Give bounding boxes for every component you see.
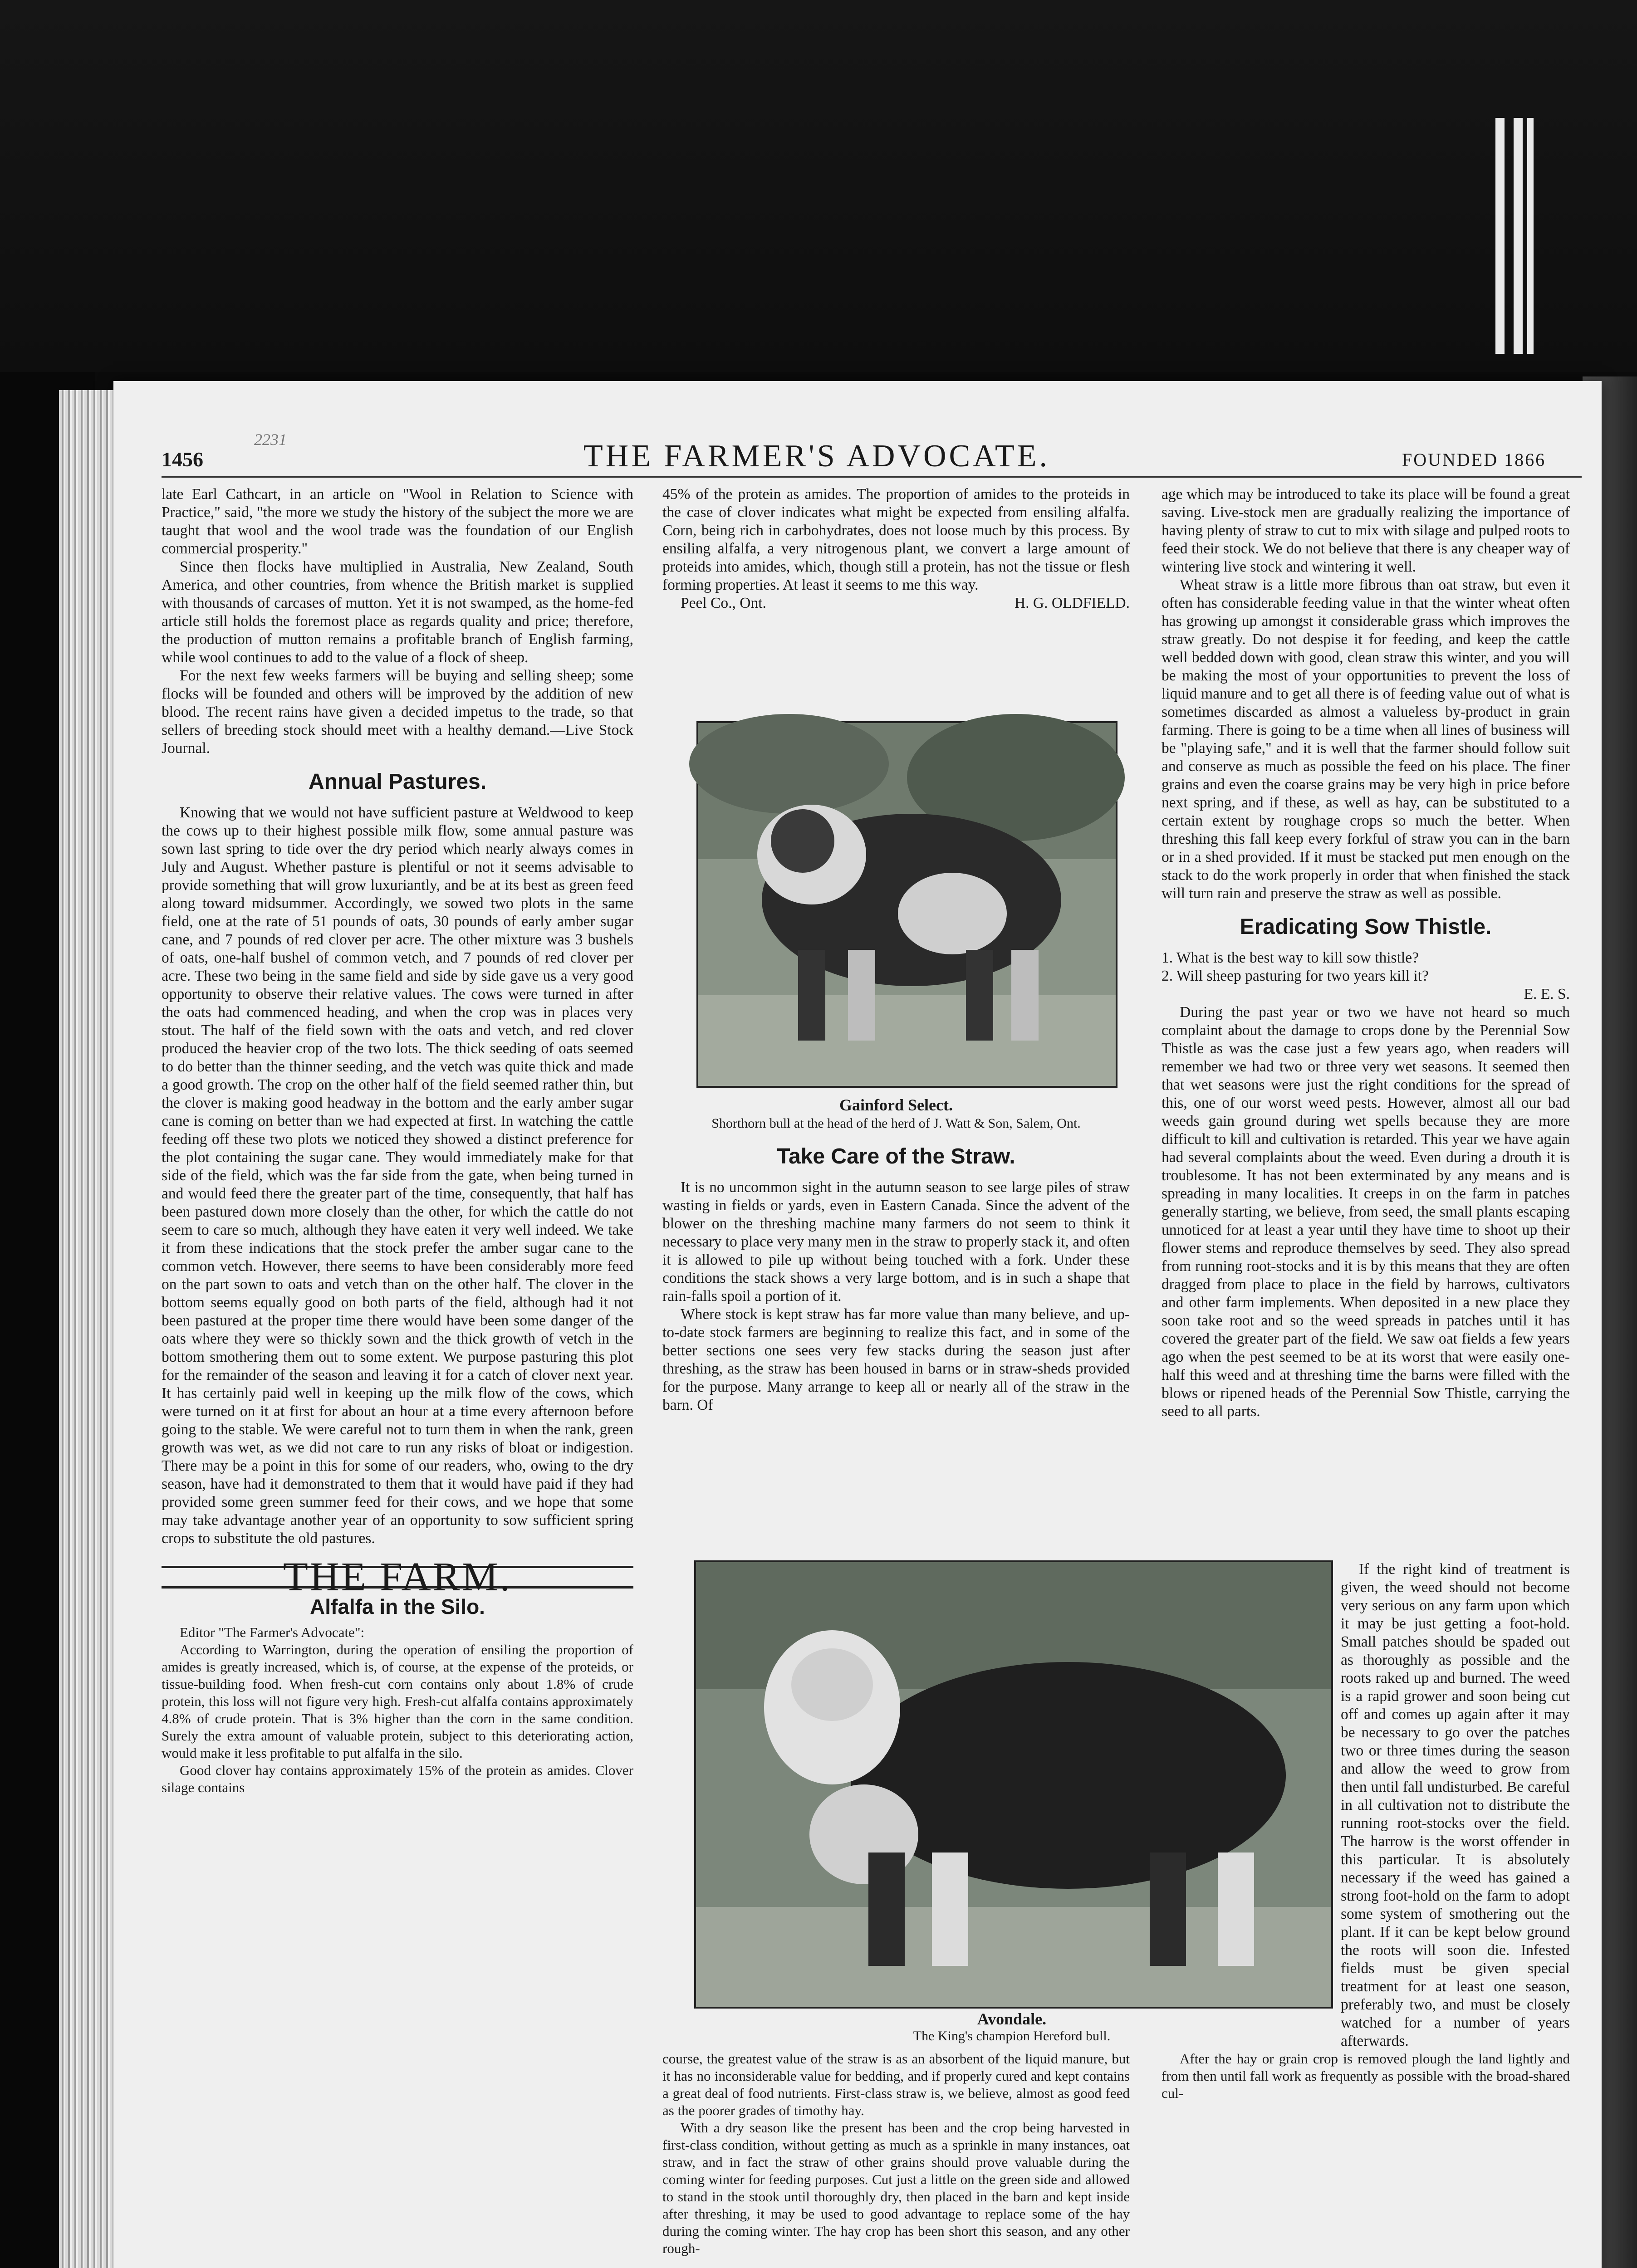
scan-artifact-bar xyxy=(1514,118,1523,354)
scan-background-top xyxy=(0,0,1637,372)
article-text: 45% of the protein as amides. The proportion of amides to the proteids in the case of clover indicates what might be expected from ensiling alfalfa. Corn, being rich in carbohydrates, does not loose much by this process. By ensiling alfalfa, a very nitrogenous plant, we convert a large amount of proteids into amides, which, though still a protein, has not the tissue or flesh forming properties. At least it seems to me this way. xyxy=(662,486,1130,593)
article-text: late Earl Cathcart, in an article on "Wool in Relation to Science with Practice," said, "the more we study the history of the subject the more we are taught that wool and the wool trade was the foundation of our English commercial prosperity." xyxy=(162,486,633,557)
article-text: During the past year or two we have not heard so much complaint about the damage to crops done by the Perennial Sow Thistle as was the case just a few years ago, when readers will remember we had two or three very wet seasons. It seemed then that wet seasons were just the right conditions for the spread of this, one of our worst weed pests. However, almost all our bad weeds gain ground during wet spells because they are more difficult to kill and cultivation is retarded. This year we have again had several complaints about the weed. Even during a drouth it is troublesome. It has not been exterminated by any means and is spreading in many localities. It creeps in on the farm in patches generally starting, we believe, from seed, the small plants escaping unnoticed for at least a year until they have time to shoot up their flower stems and reproduce themselves by seed. They also spread from running root-stocks and it is by this means that they are often dragged from place to place in the field by harrows, cultivators and other farm implements. When deposited in a new place they soon take root and so the weed spreads in patches until it has covered the greater part of the field. We saw oat fields a few years ago when the pest seemed to be at its worst that were easily one-half this weed and at threshing time the barns were filled with the blows or ripened heads of the Perennial Sow Thistle, carrying the seed to all parts. xyxy=(1162,1004,1570,1420)
article-text: After the hay or grain crop is removed plough the land lightly and from then until fall work as frequently as possible with the broad-shared cul- xyxy=(1162,2051,1570,2101)
article-text: If the right kind of treatment is given, the weed should not become very serious on any farm upon which it may be just getting a foot-hold. Small patches should be spaded out as thoroughly as possible and the roots raked up and burned. The weed is a rapid grower and soon being cut off and comes up again after it may be necessary to go over the patches two or three times during the season and allow the weed to grow from then until fall undisturbed. Be careful in all cultivation not to distribute the running root-stocks over the field. The harrow is the worst offender in this particular. It is absolutely necessary if the weed has gained a strong foot-hold on the farm to adopt some system of smothering out the plant. If it can be kept below ground the roots will soon die. Infested fields must be given special treatment for at least one season, preferably two, and must be closely watched for a number of years afterwards. xyxy=(1341,1561,1570,2049)
article-text: With a dry season like the present has been and the crop being harvested in first-class condition, without getting as much as a sprinkle in many instances, oat straw, and in fact the straw of other grains should prove valuable during the coming winter for feeding purposes. Cut just a little on the green side and allowed to stand in the stook until thoroughly dry, then placed in the barn and kept inside after threshing, it may be used to good advantage to replace some of the hay during the coming winter. The hay crop has been short this season, and any other rough- xyxy=(662,2120,1130,2256)
pencil-annotation: 2231 xyxy=(254,430,287,449)
question-2: 2. Will sheep pasturing for two years kill it? xyxy=(1162,968,1429,984)
article-text: Knowing that we would not have sufficient pasture at Weldwood to keep the cows up to their highest possible milk flow, some annual pasture was sown last spring to tide over the dry period which nearly always comes in July and August. Whether pasture is plentiful or not it seems advisable to provide something that will grow luxuriantly, and be at its best as green feed along toward midsummer. Accordingly, we sowed two plots in the same field, one at the rate of 51 pounds of oats, 30 pounds of early amber sugar cane, and 7 pounds of red clover per acre. The other mixture was 3 bushels of oats, one-half bushel of common vetch, and 7 pounds of red clover per acre. These two being in the same field and side by side gave us a very good opportunity to observe their relative values. The cows were turned in after the oats had commenced heading, and when the crop was in places very stout. The half of the field sown with the oats and vetch, and red clover produced the heavier crop of the two lots. The thick seeding of oats seemed to do better than the thinner seeding, and the vetch was quite thick and made a good growth. The crop on the other half of the field seemed rather thin, but the clover is making good headway in the bottom and the early amber sugar cane is coming on better than we had expected at first. In watching the cattle feeding off these two plots we noticed they showed a distinct preference for the plot containing the sugar cane. They would immediately make for that side of the field, which was the far side from the gate, when being turned in and would feed there the greater part of the time, consequently, that half has been pastured down more closely than the other, for which the cattle do not seem to care so much, although they have eaten it very well indeed. We take it from these indications that the stock prefer the amber sugar cane to the common vetch. However, there seems to have been considerably more feed on the part sown to oats and vetch than on the other half. The clover in the bottom seems equally good on both parts of the field, although had it not been pastured at the proper time there would have been some danger of the oats where they were so thickly sown and the thick growth of vetch in the bottom smothering them out to some extent. We purpose pasturing this plot for the remainder of the season and leaving it for a catch of clover next year. It has certainly paid well in keeping up the milk flow of the cows, which were turned on it at first for about an hour at a time every afternoon before going to the stable. We were careful not to turn them in when the rank, green growth was wet, as we did not care to run any risks of bloat or indigestion. There may be a point in this for some of our readers, who, owing to the dry season, have had it demonstrated to them that it would have paid if they had provided some green summer feed for their cows, and we hope that some may take advantage another year of an opportunity to sow sufficient spring crops to substitute the old pastures. xyxy=(162,804,633,1547)
article-text: course, the greatest value of the straw is as an absorbent of the liquid manure, but it has no inconsiderable value for bedding, and if properly cured and kept contains a great deal of food nutrients. First-class straw is, we believe, almost as good feed as the poorer grades of timothy hay. xyxy=(662,2051,1130,2118)
question-1: 1. What is the best way to kill sow thistle? xyxy=(1162,949,1419,966)
department-heading-the-farm: THE FARM. xyxy=(162,1566,633,1589)
scan-artifact-bar xyxy=(1495,118,1505,354)
section-heading-sow-thistle: Eradicating Sow Thistle. xyxy=(1240,915,1492,939)
scan-artifact-bar xyxy=(1527,118,1534,354)
column-3-top xyxy=(1162,485,1570,1556)
signature-place: Peel Co., Ont. xyxy=(681,595,766,611)
article-text: For the next few weeks farmers will be buying and selling sheep; some flocks will be founded and others will be improved by the addition of new blood. The recent rains have given a decided impetus to the trade, so that sellers of breeding stock should meet with a healthy demand.—Live Stock Journal. xyxy=(162,667,633,757)
photo-shorthorn-bull xyxy=(696,721,1117,1088)
bull-illustration xyxy=(696,1562,1331,2007)
article-text: Wheat straw is a little more fibrous than oat straw, but even it often has considerable feeding value in that the winter wheat often has growing up amongst it considerable grass which improves the straw greatly. Do not despise it for feeding, and keep the cattle well bedded down with good, clean straw this winter, and you will be making the most of your opportunities to prevent the loss of liquid manure and to get all there is of feeding value out of what is sometimes discarded as almost a valueless by-product in grain farming. There is going to be a time when all lines of business will be "playing safe," and it is well that the farmer should follow suit and conserve as much as possible the feed on his place. The finer grains and even the coarse grains may be very high in price before next spring, and if these, as well as hay, can be substituted to a certain extent by roughage crops so much the better. When threshing this fall keep every forkful of straw you can in the barn or in a shed provided. If it must be stacked put men enough on the stack to do the work properly in order that when finished the stack will turn rain and preserve the straw as well as possible. xyxy=(1162,577,1570,902)
photo-caption-title: Avondale. xyxy=(977,2010,1047,2028)
photo-caption-title: Gainford Select. xyxy=(839,1096,953,1114)
header-rule xyxy=(162,476,1582,478)
founded-line: FOUNDED 1866 xyxy=(1402,450,1546,470)
signature-line xyxy=(662,594,1130,612)
question-signature: E. E. S. xyxy=(1524,986,1570,1002)
book-page-edges xyxy=(59,390,113,2268)
column-2-middle xyxy=(662,1144,1130,1556)
photo-caption: Shorthorn bull at the head of the herd of J. Watt & Son, Salem, Ont. xyxy=(711,1116,1081,1131)
section-heading-annual-pastures: Annual Pastures. xyxy=(308,770,487,794)
column-2-bottom xyxy=(662,2050,1130,2268)
signature-name: H. G. OLDFIELD. xyxy=(1014,595,1130,611)
article-text: age which may be introduced to take its place will be found a great saving. Live-stock men are gradually realizing the importance of having plenty of straw to cut to mix with silage and pulped roots to feed their stock. We do not believe that there is any cheaper way of wintering live stock and wintering it well. xyxy=(1162,486,1570,575)
article-text: Where stock is kept straw has far more value than many believe, and up-to-date stock farmers are beginning to realize this fact, and in some of the better sections one sees very few stacks during the season just after threshing, as the straw has been housed in barns or in straw-sheds provided for the purpose. Many arrange to keep all or nearly all of the straw in the barn. Of xyxy=(662,1306,1130,1413)
article-text: Good clover hay contains approximately 15% of the protein as amides. Clover silage contains xyxy=(162,1762,633,1795)
masthead: THE FARMER'S ADVOCATE. xyxy=(583,439,1050,474)
article-text: According to Warrington, during the operation of ensiling the proportion of amides is greatly increased, which is, of course, at the expense of the proteids, or tissue-building food. When fresh-cut corn contains only about 1.8% of crude protein, this loss will not figure very high. Fresh-cut alfalfa contains approximately 4.8% of crude protein. That is 3% higher than the corn in the same condition. Surely the extra amount of valuable protein, subject to this deteriorating action, would make it less profitable to put alfalfa in the silo. xyxy=(162,1642,633,1761)
article-text: It is no uncommon sight in the autumn season to see large piles of straw wasting in fields or yards, even in Eastern Canada. Since the advent of the blower on the threshing machine many farmers do not seem to think it necessary to place very many men in the straw to properly stack it, and often it is allowed to pile up without being touched with a fork. Under these conditions the stack shows a very large bottom, and is in such a shape that rain-falls spoil a portion of it. xyxy=(662,1179,1130,1305)
photo-caption: The King's champion Hereford bull. xyxy=(913,2028,1111,2043)
section-heading-straw: Take Care of the Straw. xyxy=(777,1144,1015,1168)
page-number: 1456 xyxy=(162,448,203,471)
article-text: Since then flocks have multiplied in Australia, New Zealand, South America, and other countries, from whence the British market is supplied with thousands of carcases of mutton. Yet it is not swamped, as the home-fed article still holds the foremost place as regards quality and price; therefore, the production of mutton remains a profitable branch of English farming, while wool continues to add to the value of a flock of sheep. xyxy=(162,558,633,666)
section-heading-alfalfa-silo: Alfalfa in the Silo. xyxy=(310,1595,485,1618)
editor-salutation: Editor "The Farmer's Advocate": xyxy=(180,1624,365,1640)
photo-hereford-bull xyxy=(694,1560,1333,2009)
column-2-top xyxy=(662,485,1130,685)
column-3-narrow xyxy=(1341,1560,1570,2049)
column-3-bottom xyxy=(1162,2050,1570,2268)
bull-illustration xyxy=(698,723,1116,1086)
column-1 xyxy=(162,485,633,2268)
